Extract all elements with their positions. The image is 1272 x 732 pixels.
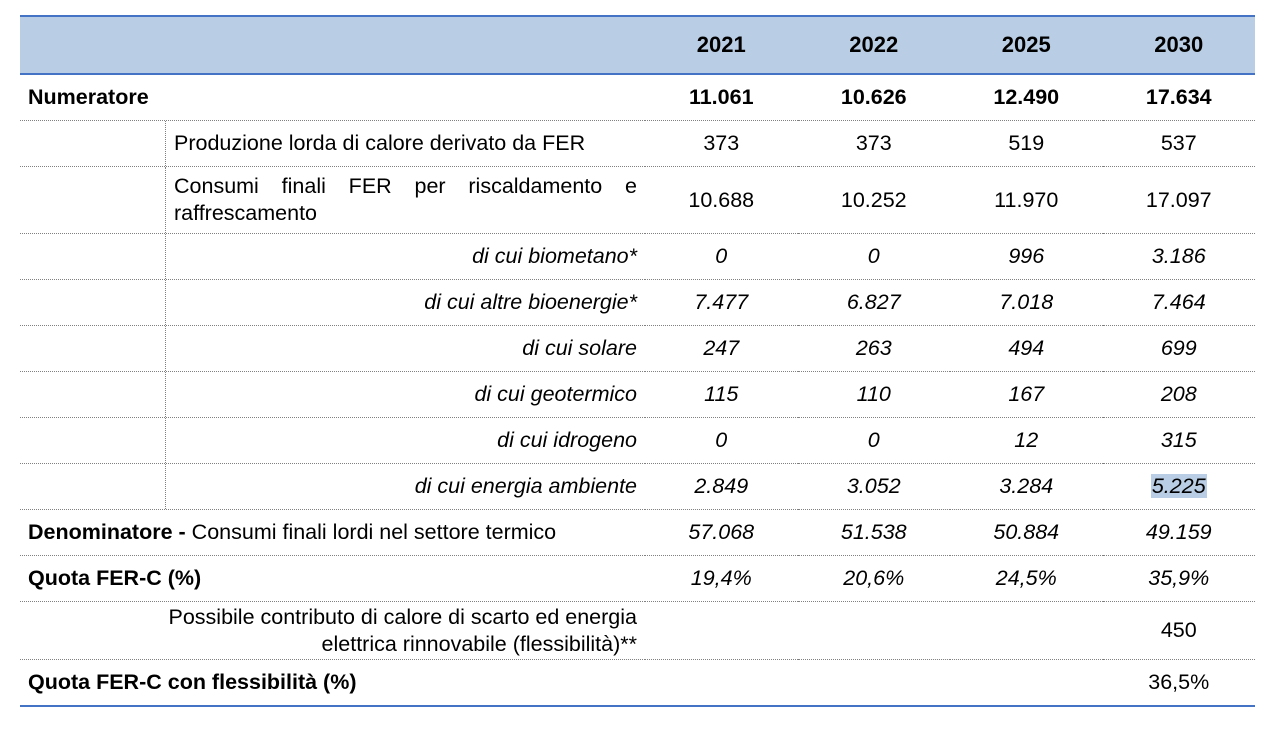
cell-2022: 20,6% xyxy=(798,556,951,602)
cell-2022: 6.827 xyxy=(798,280,951,326)
table-row-numeratore xyxy=(20,74,1255,121)
cell-2021: 11.061 xyxy=(645,74,798,121)
cell-2030: 3.186 xyxy=(1103,234,1256,280)
cell-2025: 50.884 xyxy=(950,510,1103,556)
row-label-text: Produzione lorda di calore derivato da FER xyxy=(174,131,586,155)
row-label xyxy=(20,121,645,167)
row-label-text: di cui biometano* xyxy=(472,244,637,268)
row-label-bold: Numeratore xyxy=(28,85,149,109)
cell-2022: 263 xyxy=(798,326,951,372)
cell-2030: 17.634 xyxy=(1103,74,1256,121)
table-row-contributo-flessibilita xyxy=(20,602,1255,660)
table-row-altre-bioenergie xyxy=(20,280,1255,326)
table-row-quota-fer-c xyxy=(20,556,1255,602)
cell-2021: 115 xyxy=(645,372,798,418)
cell-2021 xyxy=(645,602,798,660)
cell-2021 xyxy=(645,660,798,707)
cell-2022: 0 xyxy=(798,418,951,464)
cell-2025: 7.018 xyxy=(950,280,1103,326)
table-row-consumi-finali-fer xyxy=(20,167,1255,234)
cell-2022: 10.252 xyxy=(798,167,951,234)
cell-2025 xyxy=(950,660,1103,707)
row-label xyxy=(20,167,645,234)
cell-2025: 996 xyxy=(950,234,1103,280)
table-row-biometano xyxy=(20,234,1255,280)
header-year-2022: 2022 xyxy=(798,16,951,74)
cell-2021: 0 xyxy=(645,234,798,280)
row-label xyxy=(20,510,645,556)
header-row xyxy=(20,16,1255,74)
cell-2030: 699 xyxy=(1103,326,1256,372)
cell-2030: 49.159 xyxy=(1103,510,1256,556)
cell-2025: 494 xyxy=(950,326,1103,372)
cell-2025: 11.970 xyxy=(950,167,1103,234)
row-label xyxy=(20,326,645,372)
cell-2025: 12.490 xyxy=(950,74,1103,121)
cell-2030: 7.464 xyxy=(1103,280,1256,326)
cell-2022 xyxy=(798,660,951,707)
header-year-2025: 2025 xyxy=(950,16,1103,74)
row-label-bold: Denominatore - xyxy=(28,520,186,544)
cell-2025: 519 xyxy=(950,121,1103,167)
row-label xyxy=(20,418,645,464)
cell-2025: 3.284 xyxy=(950,464,1103,510)
row-label xyxy=(20,74,645,121)
table-row-geotermico xyxy=(20,372,1255,418)
fer-c-table xyxy=(20,15,1255,707)
row-label xyxy=(20,234,645,280)
cell-2021: 7.477 xyxy=(645,280,798,326)
table-row-solare xyxy=(20,326,1255,372)
row-label xyxy=(20,602,645,660)
row-label xyxy=(20,280,645,326)
header-year-2021: 2021 xyxy=(645,16,798,74)
cell-2022: 3.052 xyxy=(798,464,951,510)
cell-2025: 24,5% xyxy=(950,556,1103,602)
cell-2030: 208 xyxy=(1103,372,1256,418)
row-label xyxy=(20,660,645,707)
cell-2022: 373 xyxy=(798,121,951,167)
cell-2030: 35,9% xyxy=(1103,556,1256,602)
row-label xyxy=(20,372,645,418)
selected-text-highlight[interactable]: 5.225 xyxy=(1151,474,1206,498)
row-label-bold: Quota FER-C (%) xyxy=(28,566,202,590)
row-label-text: Possibile contributo di calore di scarto ed energia elettrica rinnovabile (flessibilità)** xyxy=(168,604,637,656)
row-label-text: di cui solare xyxy=(522,336,637,360)
cell-2030 xyxy=(1103,464,1256,510)
row-label-text: di cui idrogeno xyxy=(497,428,637,452)
cell-2021: 0 xyxy=(645,418,798,464)
cell-2021: 2.849 xyxy=(645,464,798,510)
cell-2022: 0 xyxy=(798,234,951,280)
table-row-denominatore xyxy=(20,510,1255,556)
row-label-bold: Quota FER-C con flessibilità (%) xyxy=(28,670,357,694)
cell-2030: 36,5% xyxy=(1103,660,1256,707)
cell-2030: 315 xyxy=(1103,418,1256,464)
header-year-2030: 2030 xyxy=(1103,16,1256,74)
row-label-text: Consumi finali lordi nel settore termico xyxy=(191,520,557,544)
table-row-energia-ambiente xyxy=(20,464,1255,510)
row-label-text: di cui energia ambiente xyxy=(414,474,637,498)
row-label-text: di cui geotermico xyxy=(474,382,637,406)
cell-2025: 167 xyxy=(950,372,1103,418)
cell-2021: 57.068 xyxy=(645,510,798,556)
cell-2025: 12 xyxy=(950,418,1103,464)
cell-2030: 450 xyxy=(1103,602,1256,660)
cell-2022: 110 xyxy=(798,372,951,418)
header-label-cell xyxy=(20,16,645,74)
cell-2021: 373 xyxy=(645,121,798,167)
row-label xyxy=(20,464,645,510)
fer-c-table-container xyxy=(20,15,1255,707)
cell-2030: 537 xyxy=(1103,121,1256,167)
cell-2022 xyxy=(798,602,951,660)
row-label-text: Consumi finali FER per riscaldamento e raffrescamento xyxy=(174,174,637,225)
table-row-produzione-lorda xyxy=(20,121,1255,167)
row-label xyxy=(20,556,645,602)
table-row-idrogeno xyxy=(20,418,1255,464)
cell-2021: 247 xyxy=(645,326,798,372)
cell-2022: 51.538 xyxy=(798,510,951,556)
cell-2022: 10.626 xyxy=(798,74,951,121)
cell-2021: 19,4% xyxy=(645,556,798,602)
table-row-quota-fer-c-flessibilita xyxy=(20,660,1255,707)
cell-2025 xyxy=(950,602,1103,660)
row-label-text: di cui altre bioenergie* xyxy=(424,290,637,314)
cell-2030: 17.097 xyxy=(1103,167,1256,234)
cell-2021: 10.688 xyxy=(645,167,798,234)
